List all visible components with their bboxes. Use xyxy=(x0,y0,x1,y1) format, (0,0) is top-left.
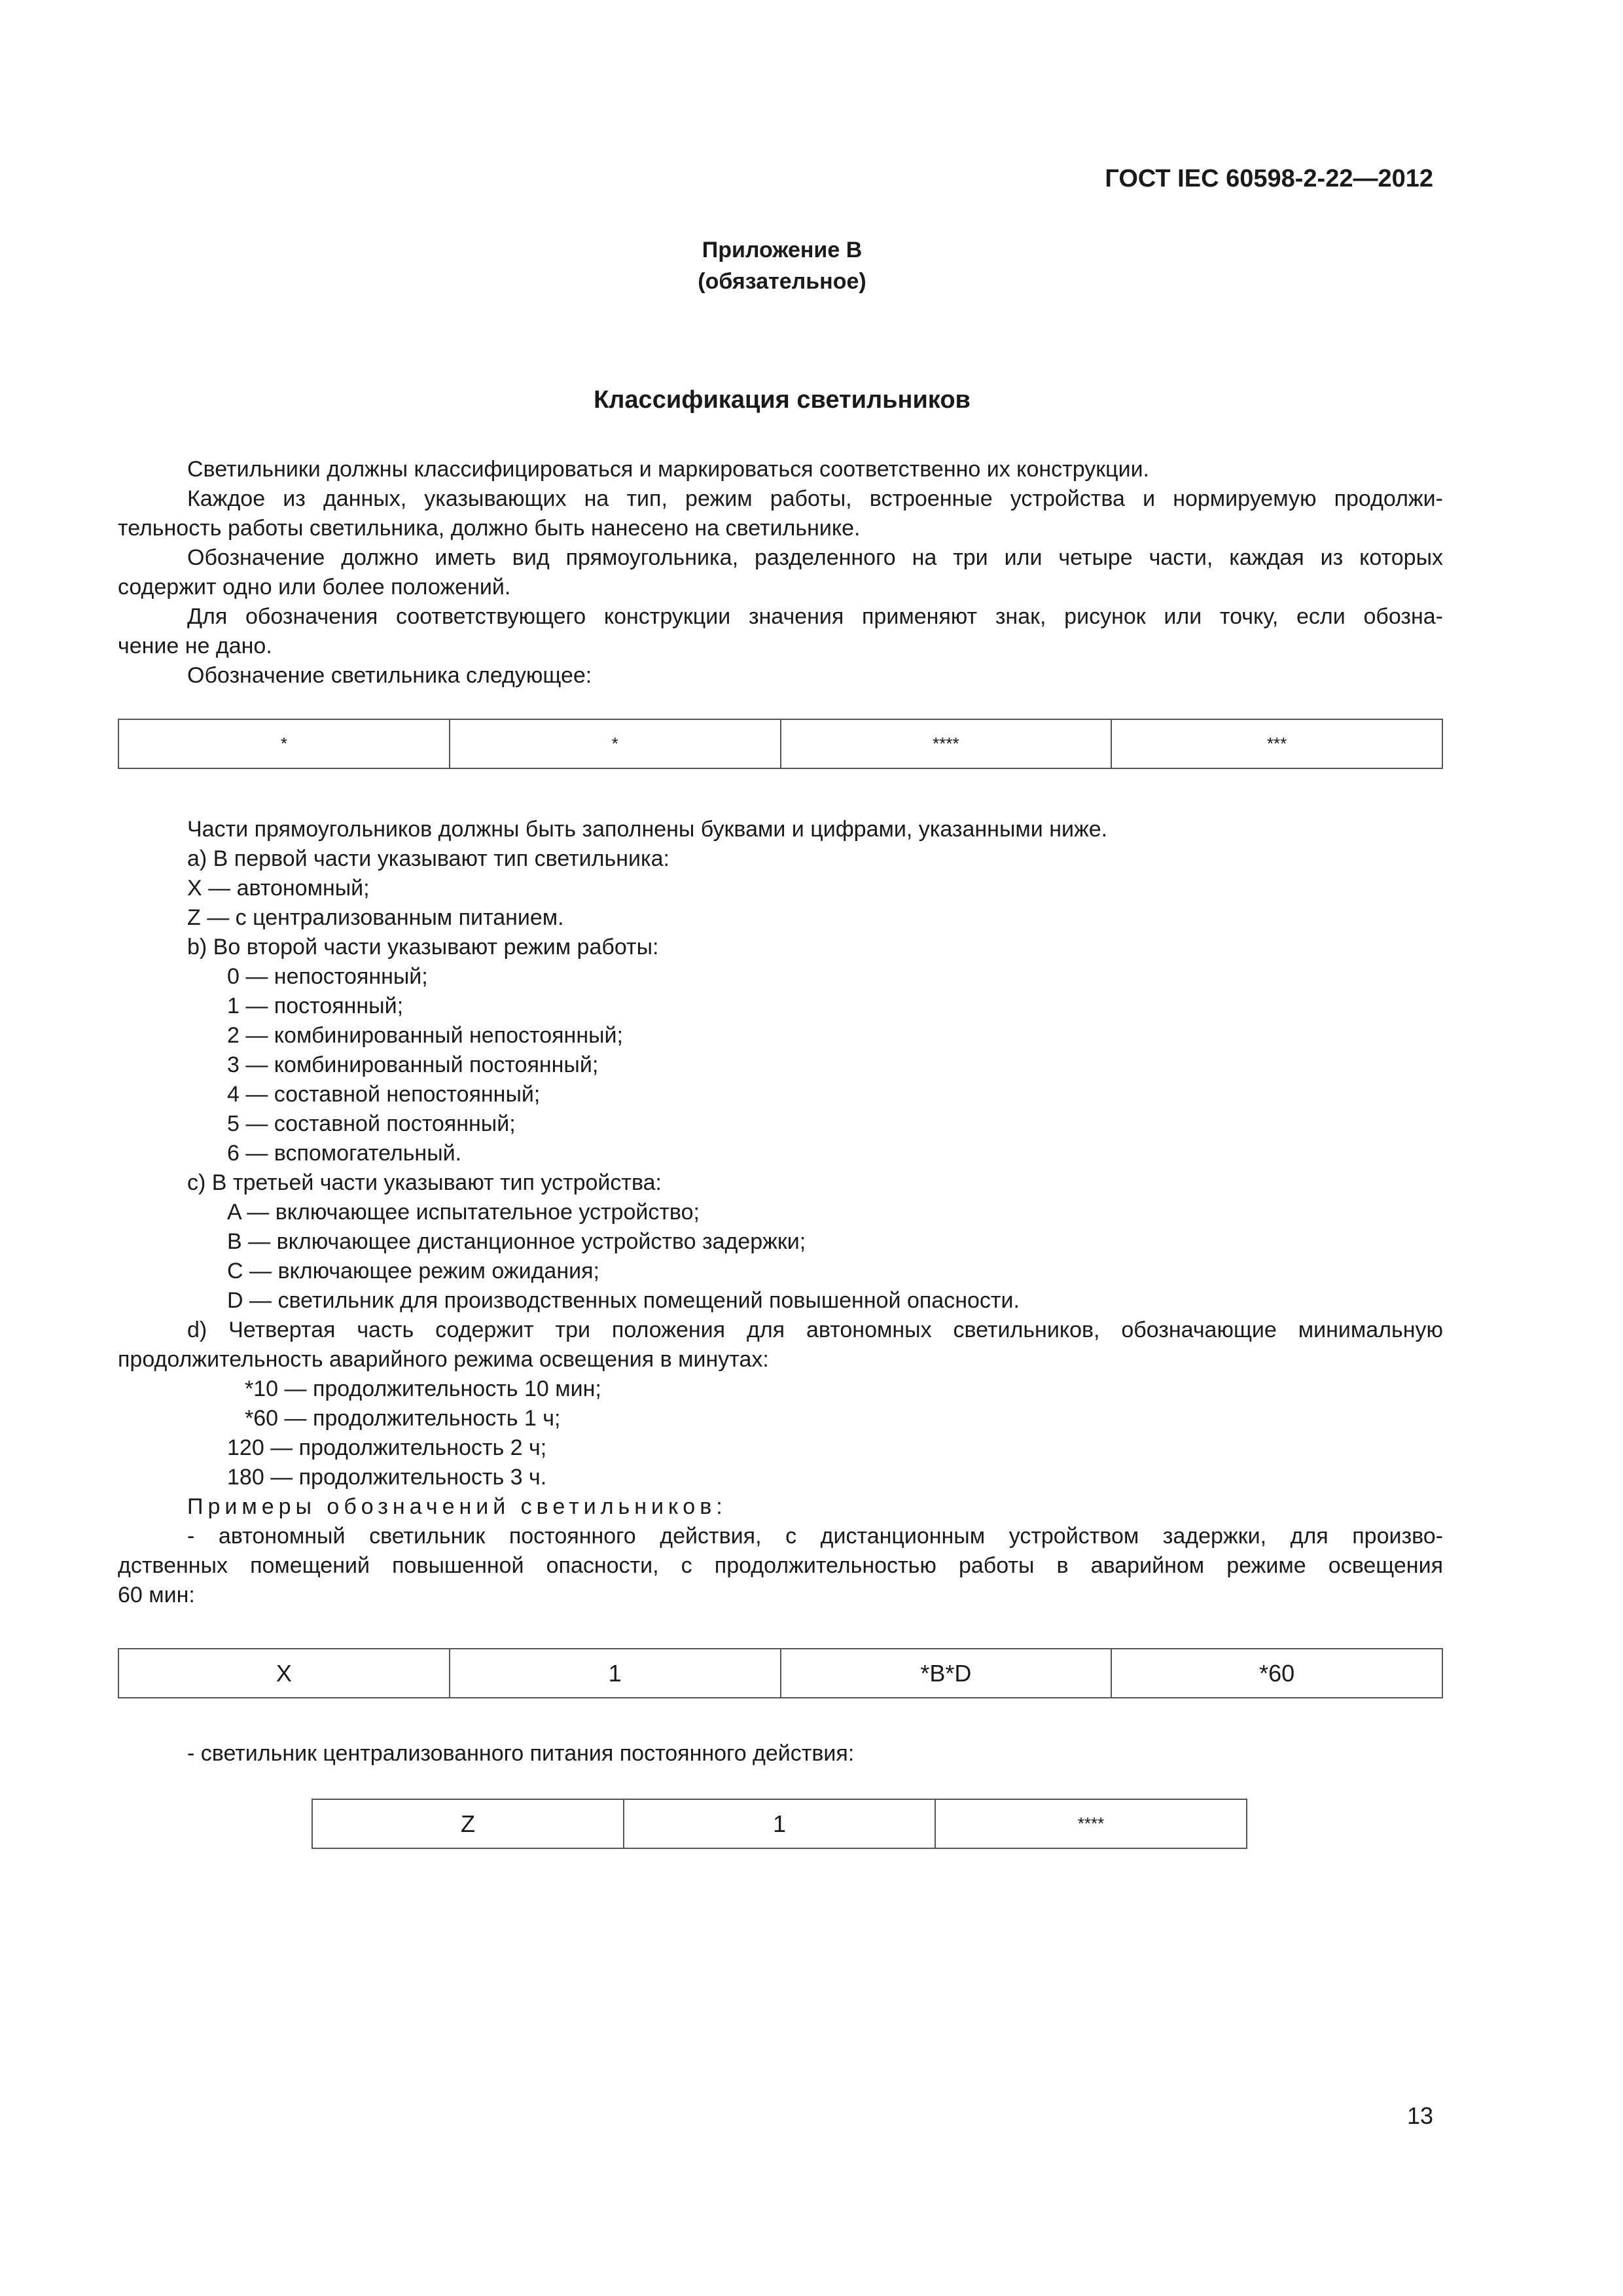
list-item: 2 — комбинированный непостоянный; xyxy=(227,1023,623,1048)
document-code: ГОСТ IEC 60598-2-22—2012 xyxy=(1105,165,1433,192)
template-cell-3: **** xyxy=(781,719,1112,768)
example-1-text-cont-2: 60 мин: xyxy=(118,1583,195,1607)
intro-paragraph-2-cont: тельность работы светильника, должно быть нанесено на светильнике. xyxy=(118,516,861,541)
list-item: X — автономный; xyxy=(187,876,370,901)
list-item: B — включающее дистанционное устройство задержки; xyxy=(227,1229,806,1254)
list-item: 3 — комбинированный постоянный; xyxy=(227,1052,599,1077)
list-item: Z — с централизованным питанием. xyxy=(187,905,564,930)
template-cell-2: * xyxy=(450,719,781,768)
intro-paragraph-4-cont: чение не дано. xyxy=(118,634,272,658)
example-2-cell-1: Z xyxy=(312,1799,624,1848)
appendix-heading xyxy=(0,234,1564,297)
intro-paragraph-4: Для обозначения соответствующего конструкции значения применяют знак, рисунок или точку, если обозна- xyxy=(187,604,1443,629)
example-1-text: - автономный светильник постоянного действия, с дистанционным устройством задержки, для произво- xyxy=(187,1524,1443,1549)
intro-paragraph-2: Каждое из данных, указывающих на тип, режим работы, встроенные устройства и нормируемую продолжи- xyxy=(187,486,1443,511)
list-item: *60 — продолжительность 1 ч; xyxy=(245,1406,561,1431)
intro-paragraph-3: Обозначение должно иметь вид прямоугольника, разделенного на три или четыре части, каждая из которых xyxy=(187,545,1443,570)
list-item: 180 — продолжительность 3 ч. xyxy=(227,1465,547,1490)
designation-template-box xyxy=(118,719,1443,769)
example-1-cell-3: *B*D xyxy=(781,1649,1112,1698)
example-1-cell-4: *60 xyxy=(1111,1649,1442,1698)
template-cell-1: * xyxy=(118,719,450,768)
list-item: D — светильник для производственных помещений повышенной опасности. xyxy=(227,1288,1020,1313)
example-1-text-cont: дственных помещений повышенной опасности, с продолжительностью работы в аварийном режиме освещения xyxy=(118,1553,1443,1578)
example-2-box xyxy=(312,1799,1247,1849)
template-cell-4: *** xyxy=(1111,719,1442,768)
example-2-cell-2: 1 xyxy=(624,1799,935,1848)
example-1-cell-1: X xyxy=(118,1649,450,1698)
list-item: 0 — непостоянный; xyxy=(227,964,428,989)
parts-intro: Части прямоугольников должны быть заполнены буквами и цифрами, указанными ниже. xyxy=(187,817,1108,842)
list-item: 5 — составной постоянный; xyxy=(227,1111,516,1136)
part-d-heading-cont: продолжительность аварийного режима освещения в минутах: xyxy=(118,1347,769,1372)
list-item: *10 — продолжительность 10 мин; xyxy=(245,1376,601,1401)
list-item: C — включающее режим ожидания; xyxy=(227,1259,599,1283)
intro-paragraph-1: Светильники должны классифицироваться и маркироваться соответственно их конструкции. xyxy=(187,457,1150,482)
list-item: A — включающее испытательное устройство; xyxy=(227,1200,700,1225)
example-1-cell-2: 1 xyxy=(450,1649,781,1698)
example-2-cell-3: **** xyxy=(935,1799,1247,1848)
list-item: 4 — составной непостоянный; xyxy=(227,1082,541,1107)
part-d-heading: d) Четвертая часть содержит три положения для автономных светильников, обозначающие минимальную xyxy=(187,1318,1443,1342)
list-item: 120 — продолжительность 2 ч; xyxy=(227,1435,547,1460)
example-2-text: - светильник централизованного питания постоянного действия: xyxy=(187,1741,855,1766)
examples-heading: Примеры обозначений светильников: xyxy=(187,1494,727,1519)
list-item: 6 — вспомогательный. xyxy=(227,1141,462,1166)
example-1-box xyxy=(118,1648,1443,1698)
list-item: 1 — постоянный; xyxy=(227,994,404,1018)
section-title: Классификация светильников xyxy=(594,386,971,414)
page-number: 13 xyxy=(1406,2102,1433,2129)
part-c-heading: c) В третьей части указывают тип устройства: xyxy=(187,1170,662,1195)
appendix-title: Приложение В xyxy=(702,238,863,262)
intro-paragraph-5: Обозначение светильника следующее: xyxy=(187,663,592,688)
appendix-status: (обязательное) xyxy=(698,269,866,294)
part-a-heading: a) В первой части указывают тип светильника: xyxy=(187,846,669,871)
intro-paragraph-3-cont: содержит одно или более положений. xyxy=(118,575,511,600)
part-b-heading: b) Во второй части указывают режим работы: xyxy=(187,935,659,960)
